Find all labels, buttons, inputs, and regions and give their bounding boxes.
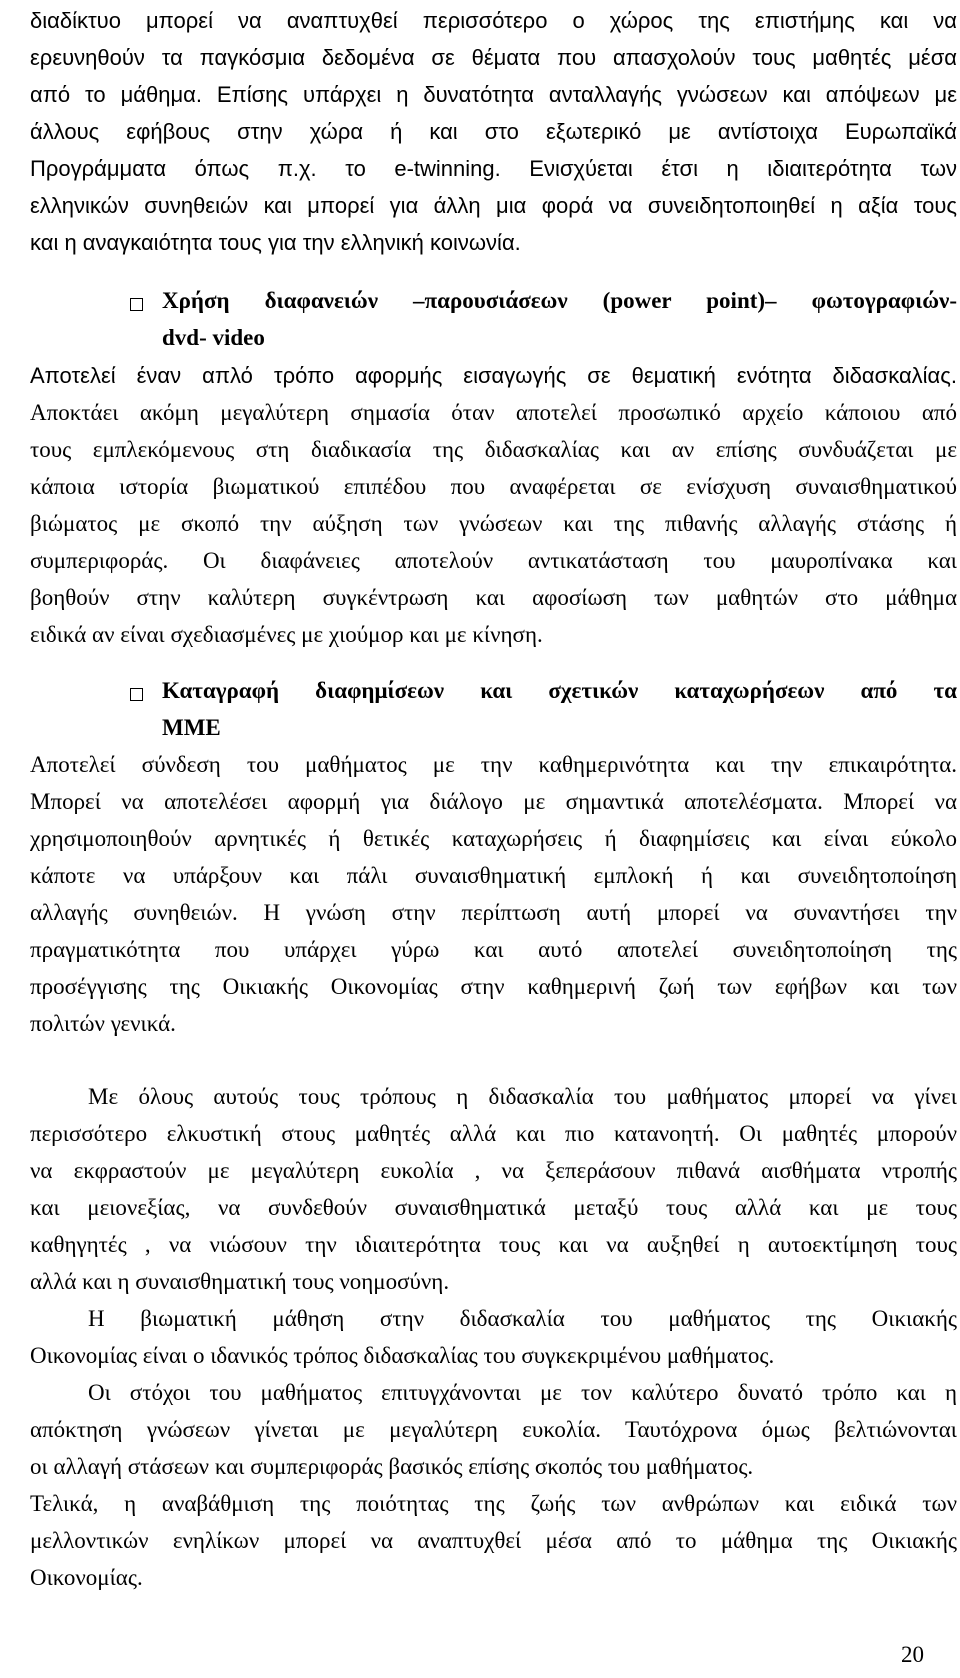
checkbox-bullet-icon: [130, 298, 143, 311]
paragraph-line: Τελικά, η αναβάθμιση της ποιότητας της ζωής των ανθρώπων και ειδικά των: [30, 1491, 957, 1516]
paragraph-line: Με όλους αυτούς τους τρόπους η διδασκαλία του μαθήματος μπορεί να γίνει: [88, 1084, 957, 1109]
paragraph-line: βοηθούν στην καλύτερη συγκέντρωση και αφοσίωση των μαθητών στο μάθημα: [30, 585, 957, 610]
paragraph-line: Αποτελεί έναν απλό τρόπο αφορμής εισαγωγής σε θεματική ενότητα διδασκαλίας.: [30, 363, 957, 388]
section-heading-transparencies: [162, 282, 957, 356]
paragraph-line: αλλά και η συναισθηματική τους νοημοσύνη.: [30, 1269, 450, 1294]
paragraph-line: αλλαγής συνηθειών. Η γνώση στην περίπτωση αυτή μπορεί να συναντήσει την: [30, 900, 957, 925]
paragraph-line: οι αλλαγή στάσεων και συμπεριφοράς βασικός επίσης σκοπός του μαθήματος.: [30, 1454, 754, 1479]
paragraph-line: Οι στόχοι του μαθήματος επιτυγχάνονται με τον καλύτερο δυνατό τρόπο και η: [88, 1380, 957, 1405]
section-heading-media: [162, 672, 957, 746]
paragraph-line: κάποια ιστορία βιωματικού επιπέδου που αναφέρεται σε ενίσχυση συναισθηματικού: [30, 474, 957, 499]
section-heading-line: Καταγραφή διαφημίσεων και σχετικών καταχωρήσεων από τα: [162, 678, 957, 703]
paragraph-line: απόκτηση γνώσεων γίνεται με μεγαλύτερη ευκολία. Ταυτόχρονα όμως βελτιώνονται: [30, 1417, 957, 1442]
paragraph-line: προσέγγισης της Οικιακής Οικονομίας στην καθημερινή ζωή των εφήβων και των: [30, 974, 957, 999]
paragraph-line: Οικονομίας είναι ο ιδανικός τρόπος διδασκαλίας του συγκεκριμένου μαθήματος.: [30, 1343, 775, 1368]
paragraph-line: καθηγητές , να νιώσουν την ιδιαιτερότητα τους και να αυξηθεί η αυτοεκτίμηση τους: [30, 1232, 957, 1257]
checkbox-bullet-icon: [130, 688, 143, 701]
paragraph-line: πολιτών γενικά.: [30, 1011, 176, 1036]
page-number: 20: [901, 1642, 924, 1667]
paragraph-line: να εκφραστούν με μεγαλύτερη ευκολία , να ξεπεράσουν πιθανά αισθήματα ντροπής: [30, 1158, 957, 1183]
paragraph-line: Οικονομίας.: [30, 1565, 143, 1590]
paragraph-line: βιώματος με σκοπό την αύξηση των γνώσεων και της πιθανής αλλαγής στάσης ή: [30, 511, 957, 536]
paragraph-line: μελλοντικών ενηλίκων μπορεί να αναπτυχθεί μέσα από το μάθημα της Οικιακής: [30, 1528, 957, 1553]
paragraph-line: χρησιμοποιηθούν αρνητικές ή θετικές καταχωρήσεις ή διαφημίσεις και είναι εύκολο: [30, 826, 957, 851]
intro-line: ερευνηθούν τα παγκόσμια δεδομένα σε θέματα που απασχολούν τους μαθητές μέσα: [30, 45, 957, 70]
section-heading-line: dvd- video: [162, 325, 265, 350]
paragraph-line: πραγματικότητα που υπάρχει γύρω και αυτό αποτελεί συνειδητοποίηση της: [30, 937, 957, 962]
intro-line: και η αναγκαιότητα τους για την ελληνική κοινωνία.: [30, 230, 521, 255]
paragraph-line: περισσότερο ελκυστική στους μαθητές αλλά και πιο κατανοητή. Οι μαθητές μπορούν: [30, 1121, 957, 1146]
paragraph-line: Η βιωματική μάθηση στην διδασκαλία του μαθήματος της Οικιακής: [88, 1306, 957, 1331]
intro-line: από το μάθημα. Επίσης υπάρχει η δυνατότητα ανταλλαγής γνώσεων και απόψεων με: [30, 82, 957, 107]
paragraph-line: συμπεριφοράς. Οι διαφάνειες αποτελούν αντικατάσταση του μαυροπίνακα και: [30, 548, 957, 573]
intro-line: διαδίκτυο μπορεί να αναπτυχθεί περισσότερο ο χώρος της επιστήμης και να: [30, 8, 957, 33]
intro-line: ελληνικών συνηθειών και μπορεί για άλλη μια φορά να συνειδητοποιηθεί η αξία τους: [30, 193, 957, 218]
intro-line: άλλους εφήβους στην χώρα ή και στο εξωτερικό με αντίστοιχα Ευρωπαϊκά: [30, 119, 957, 144]
document-page: [30, 0, 960, 1678]
intro-line: Προγράμματα όπως π.χ. το e-twinning. Ενισχύεται έτσι η ιδιαιτερότητα των: [30, 156, 957, 181]
paragraph-line: τους εμπλεκόμενους στη διαδικασία της διδασκαλίας και αν επίσης συνδυάζεται με: [30, 437, 957, 462]
paragraph-line: Αποτελεί σύνδεση του μαθήματος με την καθημερινότητα και την επικαιρότητα.: [30, 752, 957, 777]
paragraph-line: ειδικά αν είναι σχεδιασμένες με χιούμορ και με κίνηση.: [30, 622, 543, 647]
paragraph-line: Μπορεί να αποτελέσει αφορμή για διάλογο με σημαντικά αποτελέσματα. Μπορεί να: [30, 789, 957, 814]
paragraph-line: και μειονεξίας, να συνδεθούν συναισθηματικά μεταξύ τους αλλά και με τους: [30, 1195, 957, 1220]
section-heading-line: Χρήση διαφανειών –παρουσιάσεων (power point)– φωτογραφιών-: [162, 288, 957, 313]
paragraph-line: κάποτε να υπάρξουν και πάλι συναισθηματική εμπλοκή ή και συνειδητοποίηση: [30, 863, 957, 888]
section-heading-line: ΜΜΕ: [162, 715, 221, 740]
paragraph-line: Αποκτάει ακόμη μεγαλύτερη σημασία όταν αποτελεί προσωπικό αρχείο κάποιου από: [30, 400, 957, 425]
